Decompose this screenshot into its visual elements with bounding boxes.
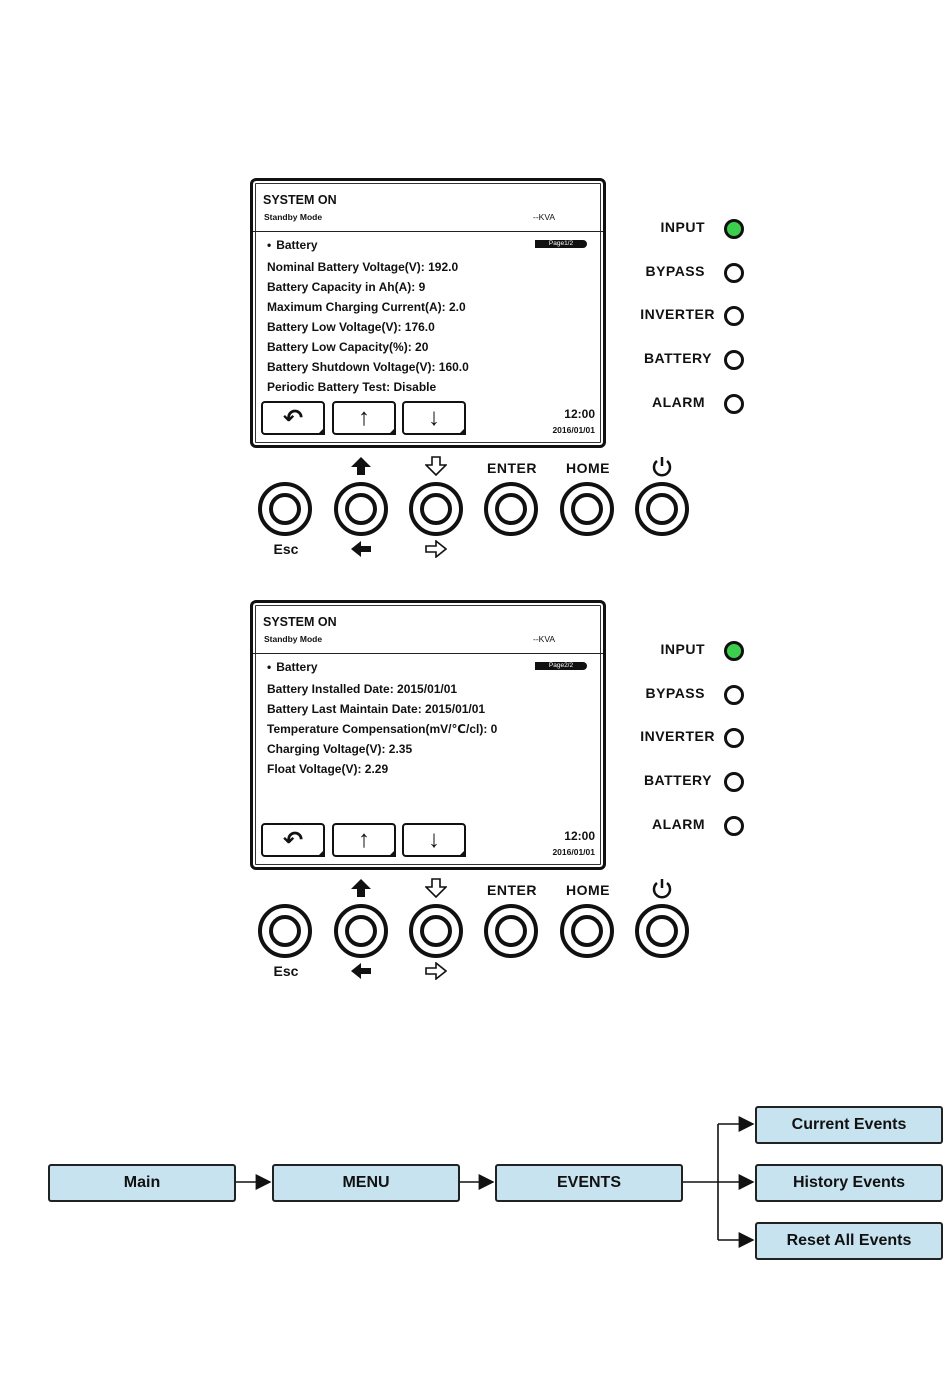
esc-label: Esc <box>273 541 299 557</box>
flow-node-events: EVENTS <box>495 1164 683 1202</box>
flow-node-reset-all-events: Reset All Events <box>755 1222 943 1260</box>
power-button[interactable] <box>635 904 689 958</box>
led-label-inverter: INVERTER <box>640 728 715 744</box>
system-mode: Standby Mode <box>264 212 323 222</box>
clock-time: 12:00 <box>564 829 595 843</box>
down-arrow-outline-icon <box>425 456 447 476</box>
led-label-input: INPUT <box>660 219 705 235</box>
inverter-led-icon <box>724 306 744 326</box>
up-arrow-filled-icon <box>350 878 372 898</box>
enter-label: ENTER <box>487 882 537 898</box>
down-right-button[interactable] <box>409 904 463 958</box>
list-item[interactable]: Battery Shutdown Voltage(V): 160.0 <box>267 360 469 374</box>
page-indicator[interactable]: Page1/2 <box>535 240 587 248</box>
up-left-button[interactable] <box>334 904 388 958</box>
up-softkey[interactable] <box>332 401 396 435</box>
flow-node-main: Main <box>48 1164 236 1202</box>
power-button[interactable] <box>635 482 689 536</box>
battery-led-icon <box>724 350 744 370</box>
section-title: • Battery <box>267 238 318 252</box>
down-right-button[interactable] <box>409 482 463 536</box>
up-left-button[interactable] <box>334 482 388 536</box>
esc-button[interactable] <box>258 482 312 536</box>
power-icon <box>651 878 673 900</box>
up-arrow-icon: ↑ <box>358 404 370 431</box>
down-softkey[interactable] <box>402 401 466 435</box>
input-led-icon <box>724 219 744 239</box>
down-arrow-icon: ↓ <box>428 826 440 853</box>
back-arrow-icon: ↶ <box>282 826 304 854</box>
list-item[interactable]: Temperature Compensation(mV/℃/cl): 0 <box>267 722 498 736</box>
up-arrow-icon: ↑ <box>358 826 370 853</box>
right-arrow-outline-icon <box>425 962 447 980</box>
home-button[interactable] <box>560 904 614 958</box>
list-item[interactable]: Battery Low Voltage(V): 176.0 <box>267 320 435 334</box>
led-label-alarm: ALARM <box>651 394 705 410</box>
led-label-inverter: INVERTER <box>640 306 715 322</box>
clock-date: 2016/01/01 <box>552 425 595 435</box>
ups-panel-page2 <box>0 600 950 1010</box>
list-item[interactable]: Periodic Battery Test: Disable <box>267 380 437 394</box>
list-item[interactable]: Battery Last Maintain Date: 2015/01/01 <box>267 702 486 716</box>
left-arrow-filled-icon <box>350 962 372 980</box>
lcd-header <box>253 603 603 654</box>
power-icon <box>651 456 673 478</box>
clock-date: 2016/01/01 <box>552 847 595 857</box>
back-softkey[interactable] <box>261 401 325 435</box>
page-indicator[interactable]: Page2/2 <box>535 662 587 670</box>
kva-readout: --KVA <box>533 634 556 644</box>
inverter-led-icon <box>724 728 744 748</box>
settings-list <box>267 257 469 397</box>
esc-button[interactable] <box>258 904 312 958</box>
enter-button[interactable] <box>484 482 538 536</box>
esc-label: Esc <box>273 963 299 979</box>
led-label-input: INPUT <box>660 641 705 657</box>
list-item[interactable]: Battery Capacity in Ah(A): 9 <box>267 280 426 294</box>
left-arrow-filled-icon <box>350 540 372 558</box>
enter-button[interactable] <box>484 904 538 958</box>
list-item[interactable]: Maximum Charging Current(A): 2.0 <box>267 300 466 314</box>
kva-readout: --KVA <box>533 212 556 222</box>
alarm-led-icon <box>724 816 744 836</box>
home-label: HOME <box>566 460 610 476</box>
bypass-led-icon <box>724 263 744 283</box>
enter-label: ENTER <box>487 460 537 476</box>
settings-list <box>267 679 497 779</box>
down-arrow-outline-icon <box>425 878 447 898</box>
input-led-icon <box>724 641 744 661</box>
list-item[interactable]: Battery Low Capacity(%): 20 <box>267 340 429 354</box>
bullet-icon: • <box>267 238 272 252</box>
lcd-header <box>253 181 603 232</box>
home-label: HOME <box>566 882 610 898</box>
bullet-icon: • <box>267 660 272 674</box>
lcd-screen <box>250 600 606 870</box>
system-status: SYSTEM ON <box>263 615 337 629</box>
led-label-bypass: BYPASS <box>645 263 705 279</box>
lcd-screen <box>250 178 606 448</box>
alarm-led-icon <box>724 394 744 414</box>
flow-node-menu: MENU <box>272 1164 460 1202</box>
clock-time: 12:00 <box>564 407 595 421</box>
down-arrow-icon: ↓ <box>428 404 440 431</box>
up-arrow-filled-icon <box>350 456 372 476</box>
bypass-led-icon <box>724 685 744 705</box>
led-label-alarm: ALARM <box>651 816 705 832</box>
list-item[interactable]: Float Voltage(V): 2.29 <box>267 762 389 776</box>
led-label-battery: BATTERY <box>643 350 712 366</box>
right-arrow-outline-icon <box>425 540 447 558</box>
system-mode: Standby Mode <box>264 634 323 644</box>
system-status: SYSTEM ON <box>263 193 337 207</box>
home-button[interactable] <box>560 482 614 536</box>
flow-node-history-events: History Events <box>755 1164 943 1202</box>
ups-panel-page1 <box>0 178 950 588</box>
led-label-bypass: BYPASS <box>645 685 705 701</box>
list-item[interactable]: Charging Voltage(V): 2.35 <box>267 742 413 756</box>
down-softkey[interactable] <box>402 823 466 857</box>
led-label-battery: BATTERY <box>643 772 712 788</box>
list-item[interactable]: Battery Installed Date: 2015/01/01 <box>267 682 458 696</box>
section-title: • Battery <box>267 660 318 674</box>
flow-node-current-events: Current Events <box>755 1106 943 1144</box>
back-softkey[interactable] <box>261 823 325 857</box>
battery-led-icon <box>724 772 744 792</box>
list-item[interactable]: Nominal Battery Voltage(V): 192.0 <box>267 260 459 274</box>
up-softkey[interactable] <box>332 823 396 857</box>
back-arrow-icon: ↶ <box>282 404 304 432</box>
